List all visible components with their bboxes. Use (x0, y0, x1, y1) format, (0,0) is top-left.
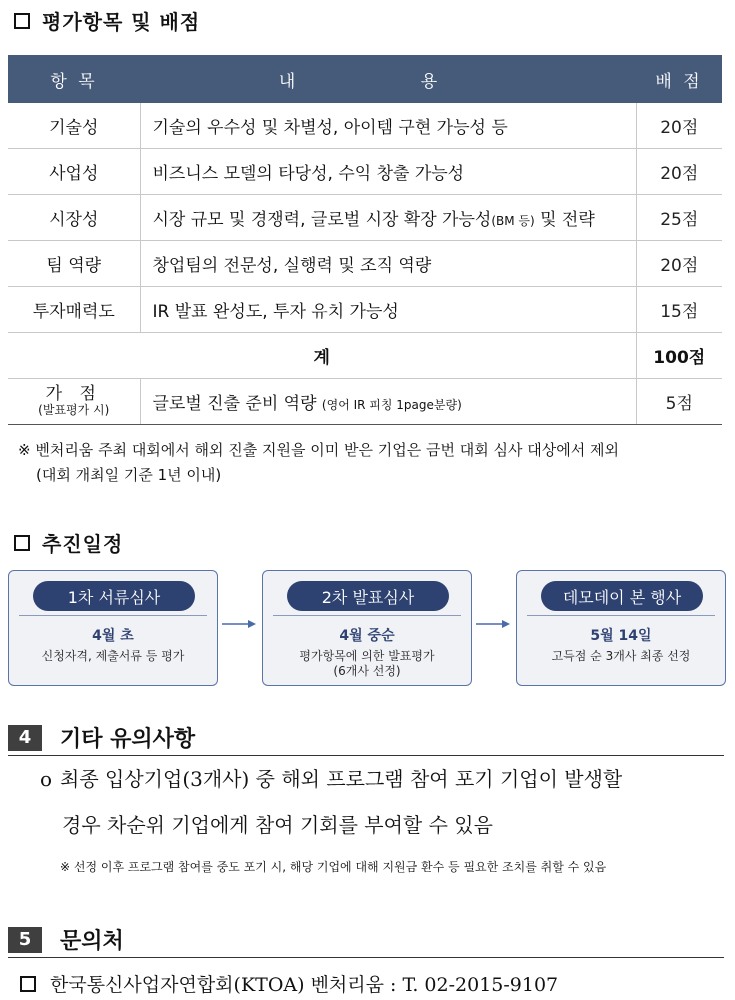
exclusion-note-line2: (대회 개최일 기준 1년 이내) (36, 466, 222, 484)
schedule-step-3 (516, 570, 726, 686)
schedule-step-1 (8, 570, 218, 686)
step-desc-line1: 평가항목에 의한 발표평가 (299, 649, 435, 663)
bullet-marker: o (40, 767, 53, 791)
row-score: 20점 (636, 241, 722, 287)
table-header-row (8, 55, 722, 103)
row-content-tail: 및 전략 (534, 210, 595, 230)
row-item: 사업성 (8, 149, 140, 195)
row-score: 15점 (636, 287, 722, 333)
step-date: 4월 초 (92, 628, 134, 644)
step-date: 5월 14일 (590, 628, 652, 644)
bonus-item-label: 가 점 (45, 383, 102, 404)
step-desc-line2: (6개사 선정) (333, 664, 401, 678)
table-total-row (8, 333, 722, 379)
row-content: 창업팀의 전문성, 실행력 및 조직 역량 (140, 241, 636, 287)
section4-number: 4 (8, 725, 42, 751)
section4-title: 기타 유의사항 (60, 727, 196, 752)
step-label: 1차 서류심사 (33, 581, 195, 611)
exclusion-note-line1: ※ 벤처리움 주최 대회에서 해외 진출 지원을 이미 받은 기업은 금번 대회 심사 대상에서 제외 (18, 441, 619, 459)
checkbox-square-icon (14, 13, 30, 29)
row-item: 팀 역량 (8, 241, 140, 287)
evaluation-table (8, 55, 722, 425)
bonus-content (140, 379, 636, 425)
row-score: 25점 (636, 195, 722, 241)
section5-contact (20, 970, 558, 997)
row-content (140, 195, 636, 241)
step-divider (527, 615, 715, 616)
step-divider (273, 615, 461, 616)
row-item: 기술성 (8, 103, 140, 149)
section4-bullet-line1 (40, 767, 730, 791)
table-row (8, 149, 722, 195)
contact-text: 한국통신사업자연합회(KTOA) 벤처리움 : T. 02-2015-9107 (50, 974, 559, 996)
step-desc: 고득점 순 3개사 최종 선정 (551, 649, 691, 663)
header-score: 배 점 (636, 55, 722, 103)
bonus-score: 5점 (636, 379, 722, 425)
arrow-right-icon (222, 619, 256, 629)
bonus-item-sub: (발표평가 시) (38, 402, 110, 417)
schedule-section-title-text: 추진일정 (42, 532, 124, 556)
checkbox-square-icon (14, 535, 30, 551)
step-label: 데모데이 본 행사 (541, 581, 703, 611)
row-content: IR 발표 완성도, 투자 유치 가능성 (140, 287, 636, 333)
row-content: 비즈니스 모델의 타당성, 수익 창출 가능성 (140, 149, 636, 195)
table-row (8, 103, 722, 149)
section5-number: 5 (8, 927, 42, 953)
section4-text-line1: 최종 입상기업(3개사) 중 해외 프로그램 참여 포기 기업이 발생할 (60, 767, 623, 791)
bonus-content-small: (영어 IR 피칭 1page분량) (321, 398, 462, 412)
row-score: 20점 (636, 103, 722, 149)
step-desc (263, 649, 471, 679)
step-date: 4월 중순 (339, 628, 395, 644)
row-content-main: 시장 규모 및 경쟁력, 글로벌 시장 확장 가능성 (152, 210, 492, 230)
total-label: 계 (8, 333, 636, 379)
exclusion-note (18, 438, 619, 488)
header-item: 항 목 (8, 55, 140, 103)
header-content: 내 용 (140, 55, 636, 103)
row-item: 투자매력도 (8, 287, 140, 333)
section5-title: 문의처 (60, 929, 124, 954)
step-divider (19, 615, 207, 616)
checkbox-square-icon (20, 976, 36, 992)
step-desc: 신청자격, 제출서류 등 평가 (41, 649, 185, 663)
step-label: 2차 발표심사 (287, 581, 449, 611)
arrow-right-icon (476, 619, 510, 629)
row-item: 시장성 (8, 195, 140, 241)
row-content: 기술의 우수성 및 차별성, 아이템 구현 가능성 등 (140, 103, 636, 149)
section5-heading (8, 924, 724, 958)
section4-heading (8, 722, 724, 756)
table-bonus-row (8, 379, 722, 425)
row-content-small: (BM 등) (491, 214, 535, 228)
bonus-item (8, 379, 140, 425)
total-score: 100점 (636, 333, 722, 379)
eval-section-title (14, 6, 200, 35)
table-row (8, 241, 722, 287)
table-row (8, 287, 722, 333)
section4-text-line2: 경우 차순위 기업에게 참여 기회를 부여할 수 있음 (62, 813, 493, 837)
bonus-content-main: 글로벌 진출 준비 역량 (152, 394, 317, 414)
schedule-step-2 (262, 570, 472, 686)
eval-section-title-text: 평가항목 및 배점 (42, 10, 201, 34)
table-row (8, 195, 722, 241)
schedule-section-title (14, 528, 123, 557)
section4-note: ※ 선정 이후 프로그램 참여를 중도 포기 시, 해당 기업에 대해 지원금 환수 등 필요한 조치를 취할 수 있음 (60, 860, 607, 874)
row-score: 20점 (636, 149, 722, 195)
